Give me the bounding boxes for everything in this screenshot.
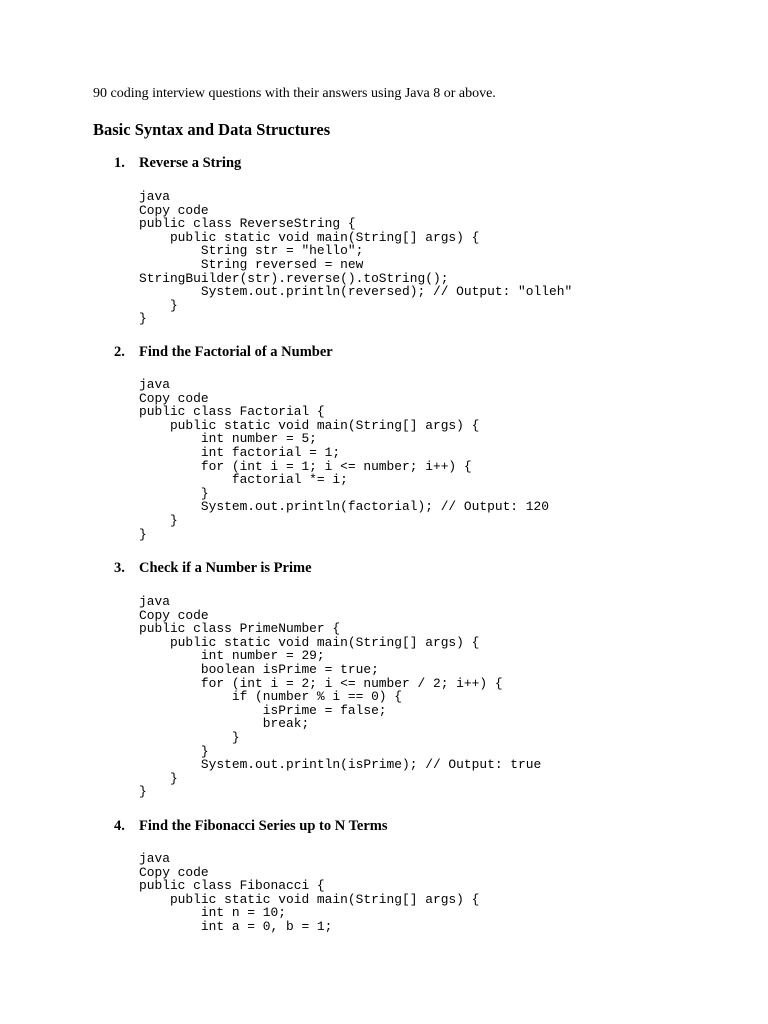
question-title: Reverse a String [139,155,242,171]
question-heading [114,344,333,361]
code-block: java Copy code public class Fibonacci { public static void main(String[] args) { int n = 10; int a = 0, b = 1; [139,851,480,934]
code-block: java Copy code public class ReverseString { public static void main(String[] args) { String str = "hello"; String reversed = new StringBuilder(str).reverse().toString(); System.out.println(reversed); // Output: "olleh" } } [139,189,573,327]
question-title: Find the Fibonacci Series up to N Terms [139,818,388,834]
question-title: Find the Factorial of a Number [139,344,333,360]
intro-text: 90 coding interview questions with their answers using Java 8 or above. [93,86,496,101]
question-number: 4. [114,818,125,834]
question-number: 1. [114,155,125,171]
question-number: 2. [114,344,125,360]
question-heading [114,560,312,577]
question-heading [114,155,241,172]
question-number: 3. [114,560,125,576]
question-title: Check if a Number is Prime [139,560,312,576]
question-heading [114,818,388,835]
section-heading: Basic Syntax and Data Structures [93,120,331,139]
code-block: java Copy code public class Factorial { public static void main(String[] args) { int number = 5; int factorial = 1; for (int i = 1; i <= number; i++) { factorial *= i; } System.out.println(factorial); // Output: 120 } } [139,377,549,542]
code-block: java Copy code public class PrimeNumber { public static void main(String[] args) { int number = 29; boolean isPrime = true; for (int i = 2; i <= number / 2; i++) { if (number % i == 0) { isPrime = false; break; } } System.out.println(isPrime); // Output: true } } [139,594,542,800]
